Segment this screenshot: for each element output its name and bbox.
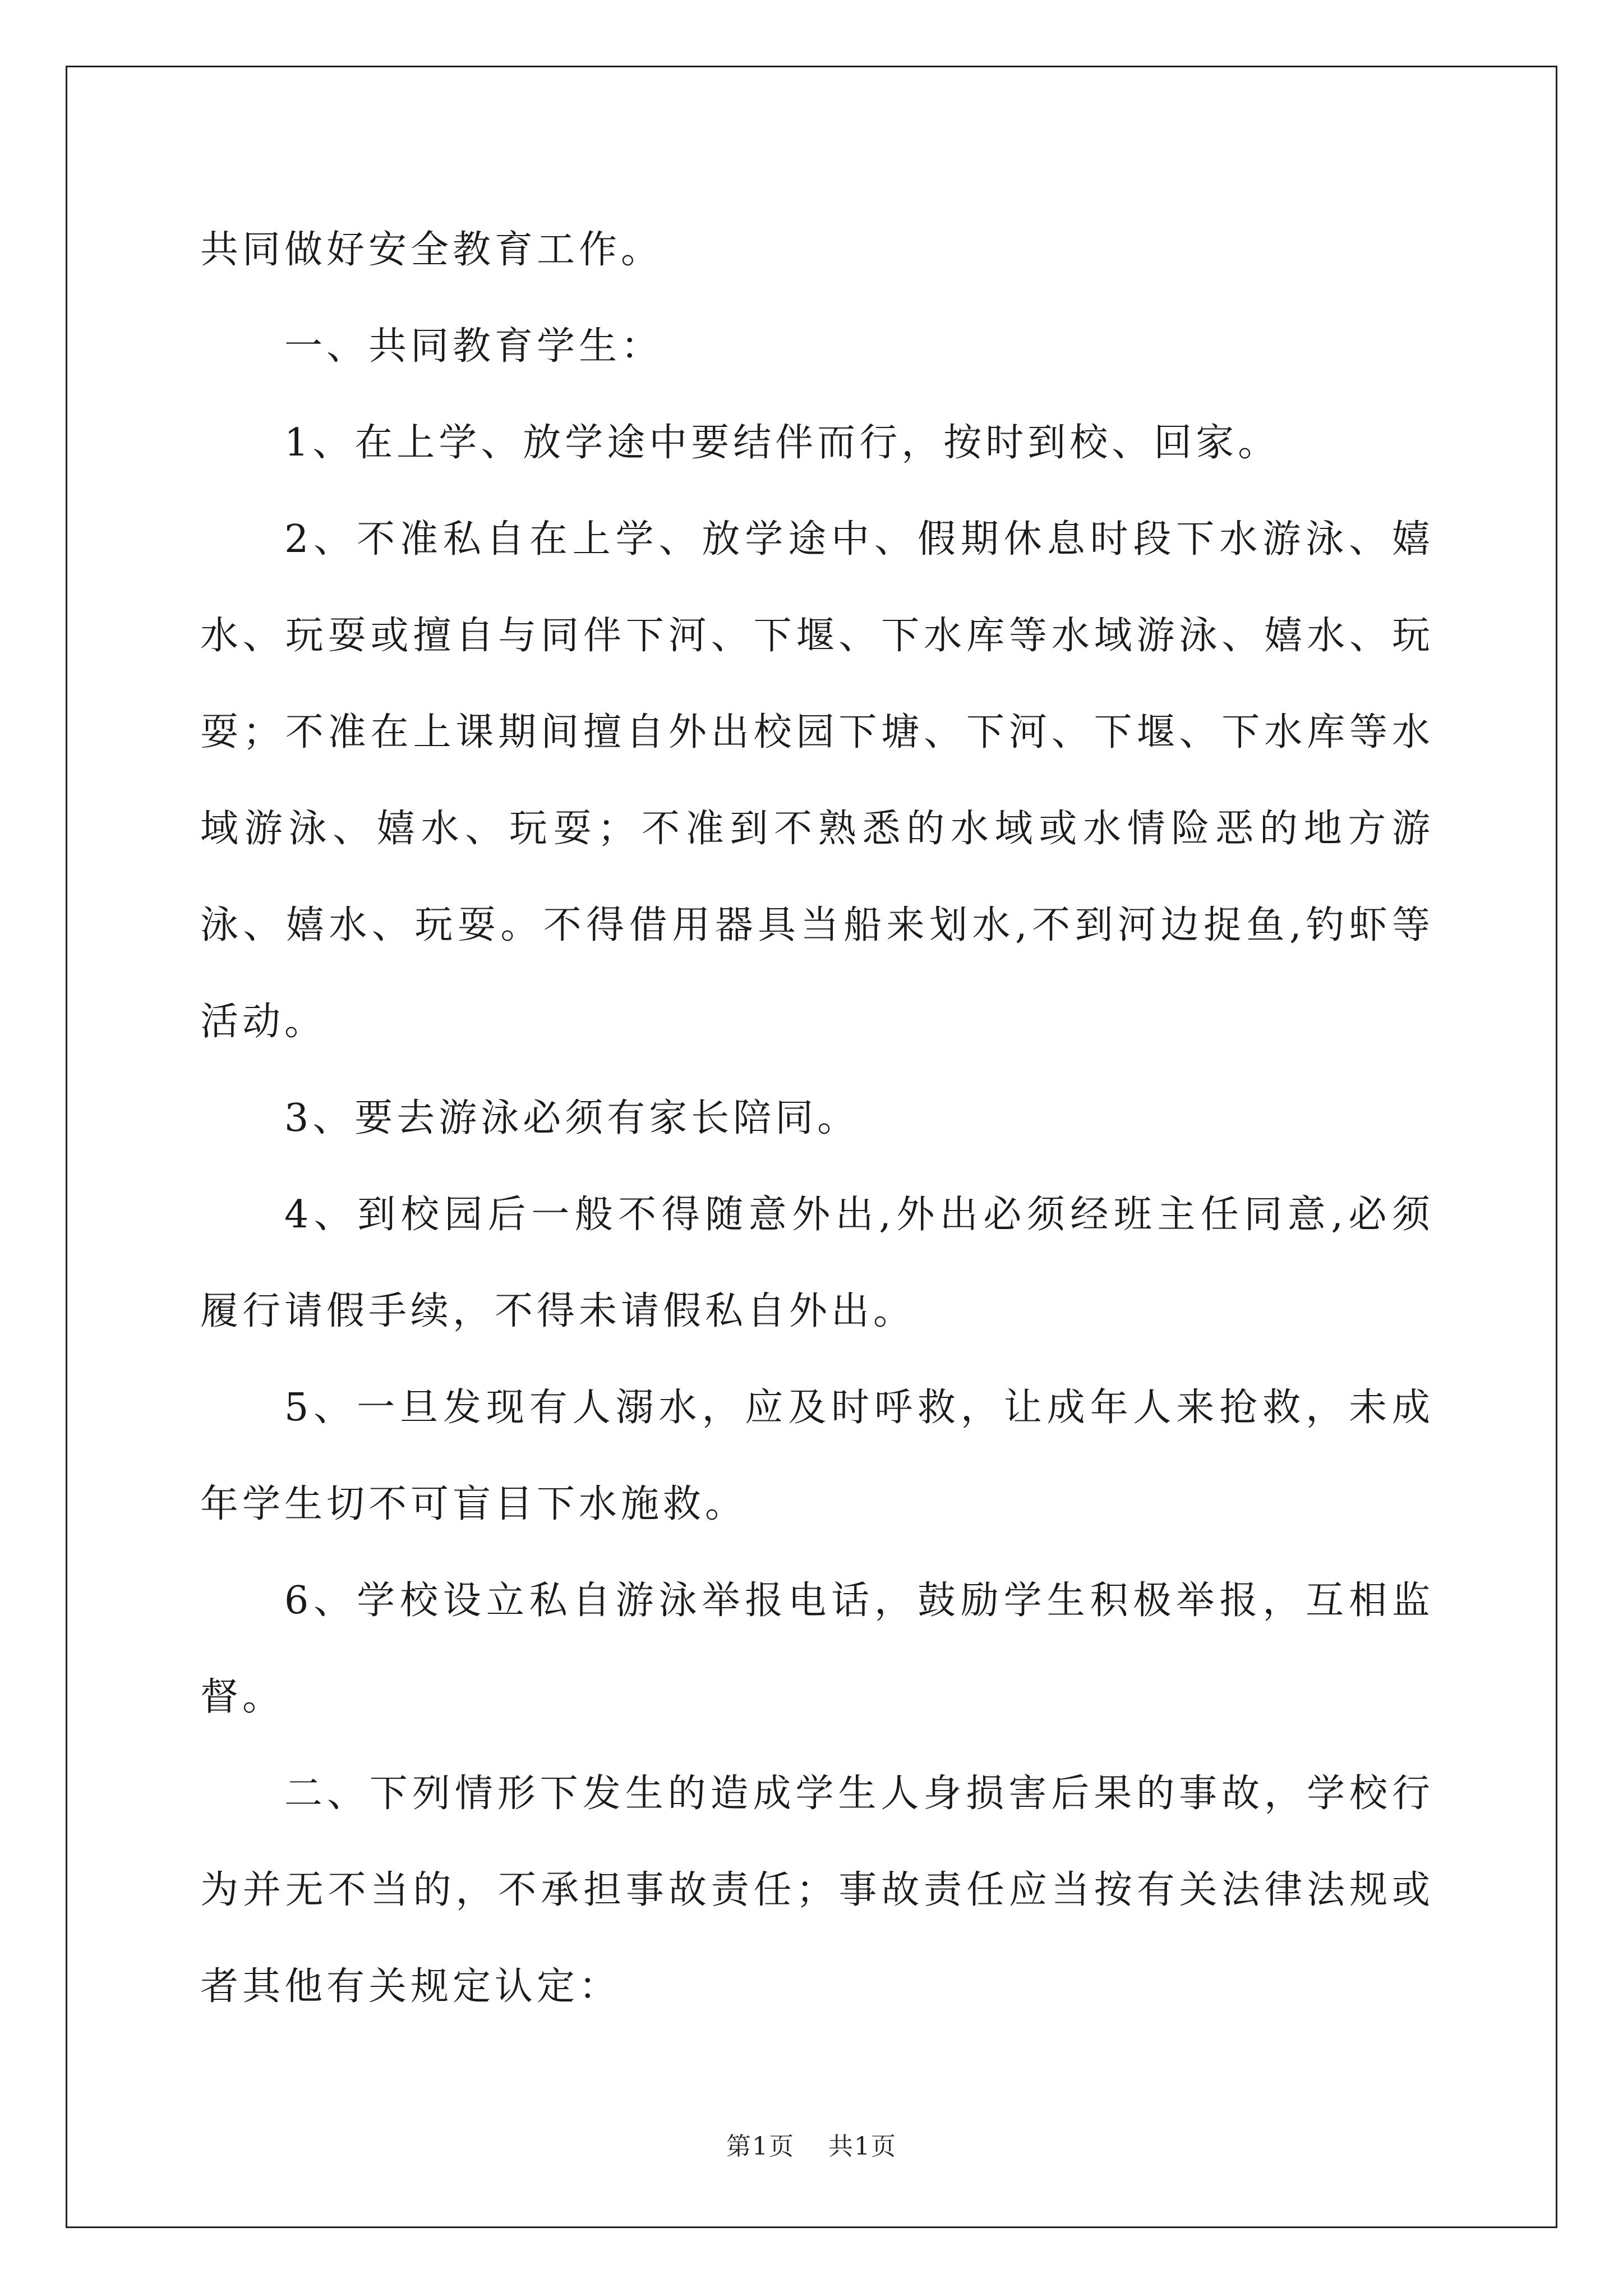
paragraph-9: 二、下列情形下发生的造成学生人身损害后果的事故，学校行为并无不当的，不承担事故责任；事故责任应当按有关法律法规或者其他有关规定认定： <box>200 1772 1434 2009</box>
paragraph-7: 5、一旦发现有人溺水，应及时呼救，让成年人来抢救，未成年学生切不可盲目下水施救。 <box>200 1386 1434 1526</box>
paragraph-5: 3、要去游泳必须有家长陪同。 <box>284 1096 860 1140</box>
document-body <box>200 202 1434 2035</box>
paragraph-2: 一、共同教育学生： <box>284 324 663 369</box>
paragraph-3: 1、在上学、放学途中要结伴而行，按时到校、回家。 <box>284 421 1280 465</box>
paragraph-6: 4、到校园后一般不得随意外出,外出必须经班主任同意,必须履行请假手续，不得未请假私自外出。 <box>200 1193 1434 1333</box>
paragraph-4: 2、不准私自在上学、放学途中、假期休息时段下水游泳、嬉水、玩耍或擅自与同伴下河、下堰、下水库等水域游泳、嬉水、玩耍；不准在上课期间擅自外出校园下塘、下河、下堰、下水库等水域游泳、嬉水、玩耍；不准到不熟悉的水域或水情险恶的地方游泳、嬉水、玩耍。不得借用器具当船来划水,不到河边捉鱼,钓虾等活动。 <box>200 517 1434 1044</box>
page-footer <box>0 2126 1623 2162</box>
page-number: 第1页 <box>726 2132 795 2161</box>
paragraph-1: 共同做好安全教育工作。 <box>200 228 663 272</box>
paragraph-8: 6、学校设立私自游泳举报电话，鼓励学生积极举报，互相监督。 <box>200 1579 1434 1719</box>
page-total: 共1页 <box>828 2132 897 2161</box>
